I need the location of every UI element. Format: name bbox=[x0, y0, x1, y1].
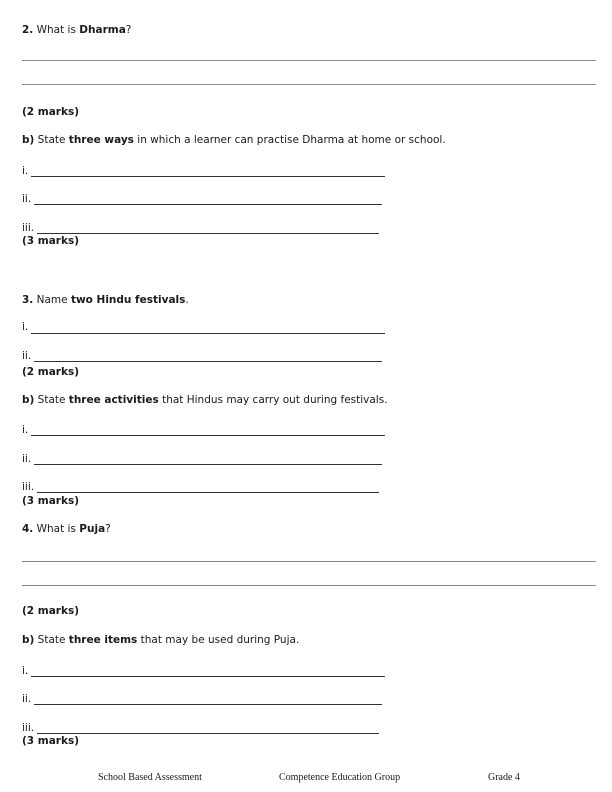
answer-item-label: ii. bbox=[22, 193, 32, 205]
answer-item-label: ii. bbox=[22, 693, 32, 705]
question-2b-text: b) State three ways in which a learner can practise Dharma at home or school. bbox=[22, 134, 446, 146]
marks-label: (2 marks) bbox=[22, 366, 79, 378]
answer-item-label: iii. bbox=[22, 481, 35, 493]
question-keyword: Puja bbox=[79, 523, 106, 535]
question-keyword: three activities bbox=[68, 394, 159, 406]
footer-center-text: Competence Education Group bbox=[279, 772, 401, 783]
answer-line[interactable] bbox=[37, 733, 379, 734]
question-2-text: 2. What is Dharma? bbox=[22, 24, 132, 36]
answer-line[interactable] bbox=[34, 704, 382, 705]
marks-label: (3 marks) bbox=[22, 495, 79, 507]
answer-item-label: i. bbox=[22, 321, 29, 333]
question-keyword: three items bbox=[68, 634, 138, 646]
answer-line[interactable] bbox=[34, 204, 382, 205]
answer-line[interactable] bbox=[34, 361, 382, 362]
answer-item-label: ii. bbox=[22, 350, 32, 362]
answer-item-label: iii. bbox=[22, 722, 35, 734]
marks-label: (3 marks) bbox=[22, 735, 79, 747]
answer-line[interactable] bbox=[22, 585, 596, 586]
answer-line[interactable] bbox=[37, 492, 379, 493]
question-number: 3. bbox=[22, 294, 34, 306]
question-3b-text: b) State three activities that Hindus may carry out during festivals. bbox=[22, 394, 388, 406]
answer-line[interactable] bbox=[31, 435, 385, 436]
answer-line[interactable] bbox=[22, 84, 596, 85]
answer-line[interactable] bbox=[22, 60, 596, 61]
answer-item-label: i. bbox=[22, 665, 29, 677]
answer-line[interactable] bbox=[31, 176, 385, 177]
answer-line[interactable] bbox=[34, 464, 382, 465]
question-keyword: three ways bbox=[68, 134, 134, 146]
question-keyword: two Hindu festivals bbox=[70, 294, 186, 306]
marks-label: (3 marks) bbox=[22, 235, 79, 247]
question-number: 2. bbox=[22, 24, 34, 36]
marks-label: (2 marks) bbox=[22, 605, 79, 617]
answer-line[interactable] bbox=[31, 333, 385, 334]
question-3-text: 3. Name two Hindu festivals. bbox=[22, 294, 189, 306]
question-4-text: 4. What is Puja? bbox=[22, 523, 111, 535]
question-number: 4. bbox=[22, 523, 34, 535]
answer-line[interactable] bbox=[22, 561, 596, 562]
answer-item-label: ii. bbox=[22, 453, 32, 465]
footer-right-text: Grade 4 bbox=[488, 772, 520, 783]
question-keyword: Dharma bbox=[79, 24, 126, 36]
question-4b-text: b) State three items that may be used during Puja. bbox=[22, 634, 300, 646]
answer-item-label: i. bbox=[22, 165, 29, 177]
answer-item-label: i. bbox=[22, 424, 29, 436]
footer-left-text: School Based Assessment bbox=[98, 772, 202, 783]
answer-line[interactable] bbox=[31, 676, 385, 677]
answer-line[interactable] bbox=[37, 233, 379, 234]
answer-item-label: iii. bbox=[22, 222, 35, 234]
marks-label: (2 marks) bbox=[22, 106, 79, 118]
